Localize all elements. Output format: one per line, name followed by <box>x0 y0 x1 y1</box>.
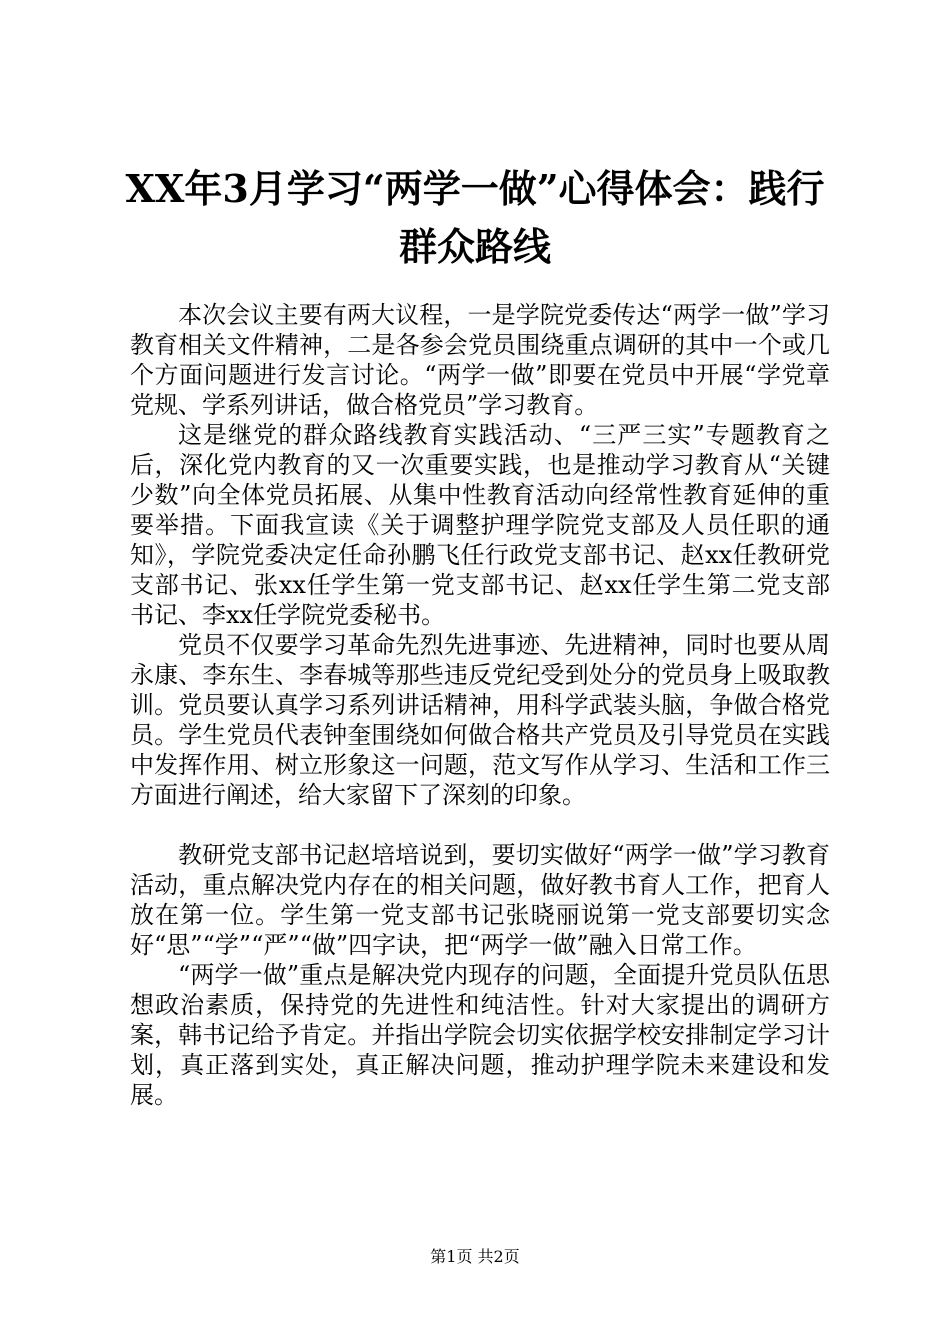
document-title: XX年3月学习“两学一做”心得体会：践行群众路线 <box>125 166 825 269</box>
paragraph-2: 这是继党的群众路线教育实践活动、“三严三实”专题教育之后，深化党内教育的又一次重要实践，也是推动学习教育从“关键少数”向全体党员拓展、从集中性教育活动向经常性教育延伸的重要举措。下面我宣读《关于调整护理学院党支部及人员任职的通知》，学院党委决定任命孙鹏飞任行政党支部书记、赵xx任教研党支部书记、张xx任学生第一党支部书记、赵xx任学生第二党支部书记、李xx任学院党委秘书。 <box>130 421 830 629</box>
paragraph-5: “两学一做”重点是解决党内现存的问题，全面提升党员队伍思想政治素质，保持党的先进性和纯洁性。针对大家提出的调研方案，韩书记给予肯定。并指出学院会切实依据学校安排制定学习计划，真正落到实处，真正解决问题，推动护理学院未来建设和发展。 <box>130 961 830 1109</box>
page-number: 第1页 共2页 <box>430 1247 520 1266</box>
paragraph-1: 本次会议主要有两大议程，一是学院党委传达“两学一做”学习教育相关文件精神，二是各参会党员围绕重点调研的其中一个或几个方面问题进行发言讨论。“两学一做”即要在党员中开展“学党章党规、学系列讲话，做合格党员”学习教育。 <box>130 301 830 419</box>
document-body <box>130 300 830 1110</box>
paragraph-3: 党员不仅要学习革命先烈先进事迹、先进精神，同时也要从周永康、李东生、李春城等那些违反党纪受到处分的党员身上吸取教训。党员要认真学习系列讲话精神，用科学武装头脑，争做合格党员。学生党员代表钟奎围绕如何做合格共产党员及引导党员在实践中发挥作用、树立形象这一问题，范文写作从学习、生活和工作三方面进行阐述，给大家留下了深刻的印象。 <box>130 631 830 809</box>
paragraph-4: 教研党支部书记赵培培说到，要切实做好“两学一做”学习教育活动，重点解决党内存在的相关问题，做好教书育人工作，把育人放在第一位。学生第一党支部书记张晓丽说第一党支部要切实念好“思”“学”“严”“做”四字诀，把“两学一做”融入日常工作。 <box>130 841 830 959</box>
paragraph-gap <box>130 810 830 840</box>
